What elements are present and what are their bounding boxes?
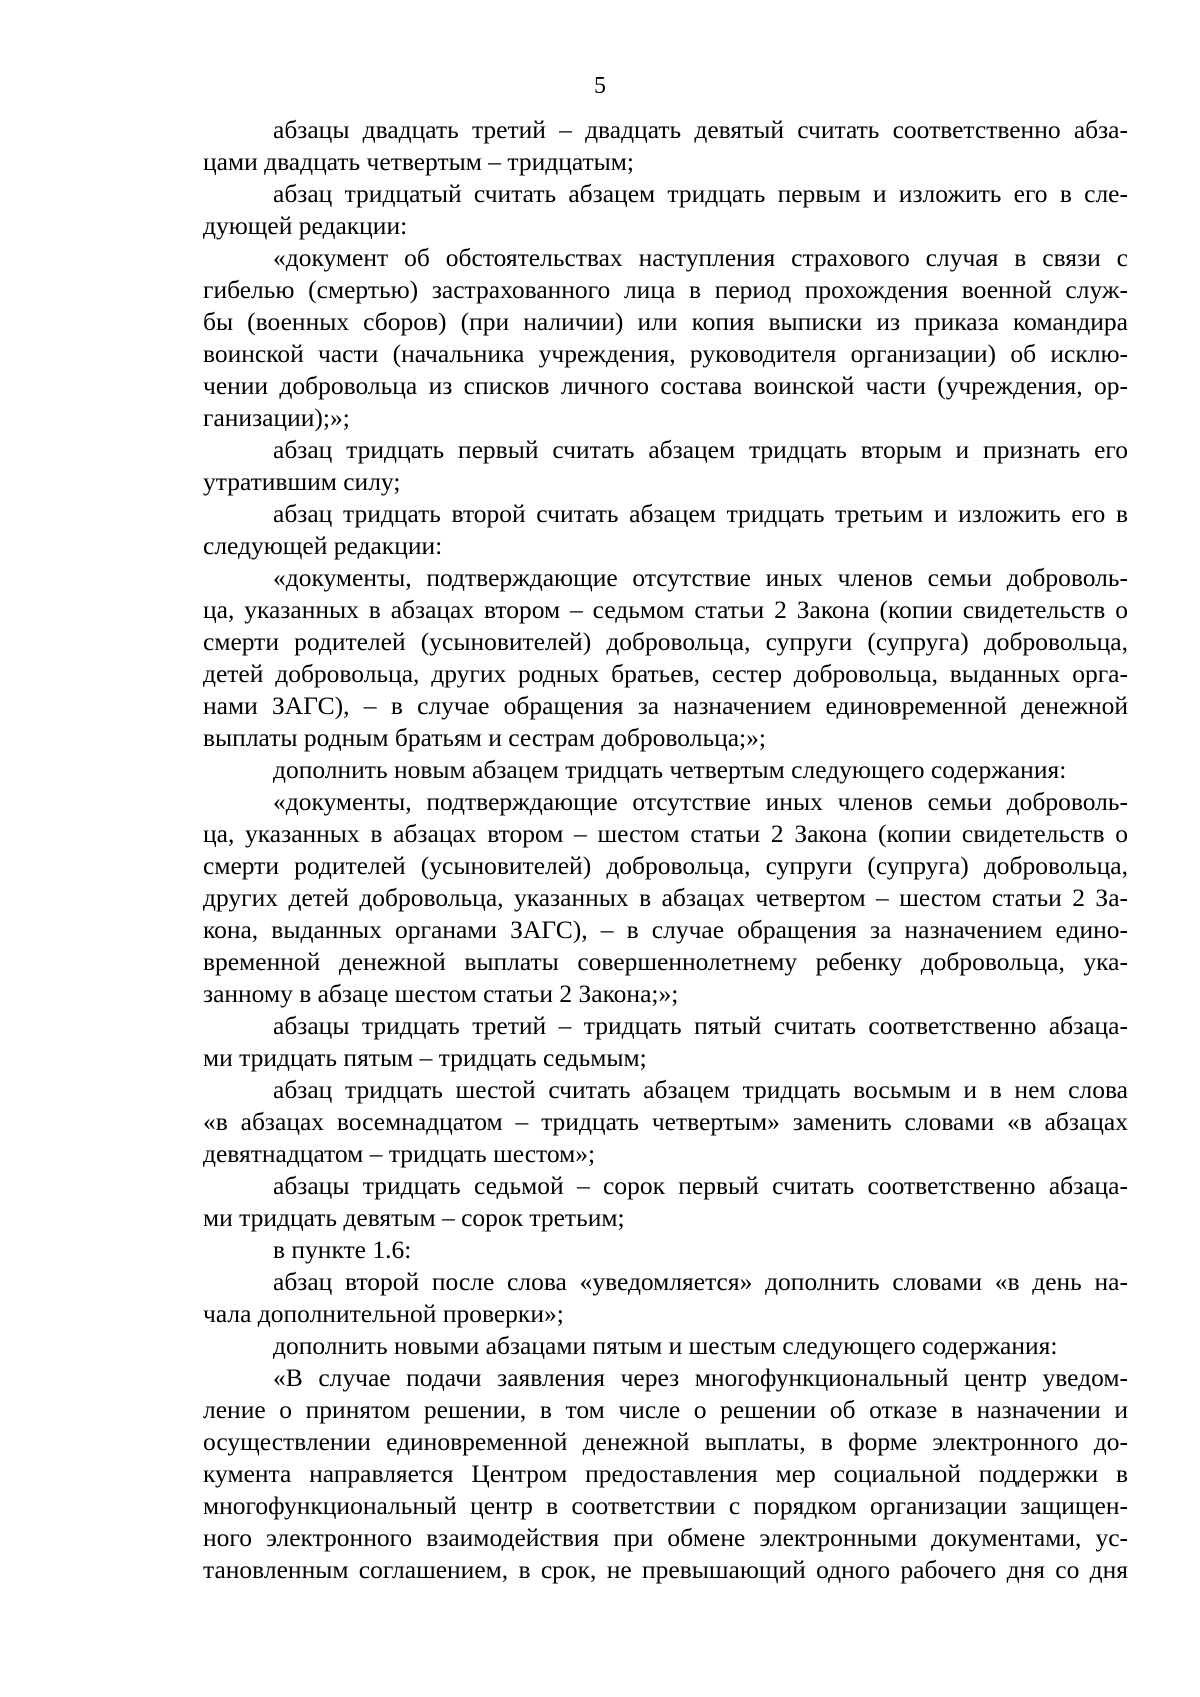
text-line: ца, указанных в абзацах втором – шестом статьи 2 Закона (копии свидетельств о <box>203 819 1128 848</box>
page-number: 5 <box>594 73 606 99</box>
paragraph <box>203 178 1128 242</box>
text-line: смерти родителей (усыновителей) добровольца, супруги (супруга) добровольца, <box>203 627 1128 656</box>
text-line: абзац тридцать второй считать абзацем тридцать третьим и изложить его в <box>273 499 1128 528</box>
paragraph <box>203 754 1128 786</box>
text-line: дующей редакции: <box>203 211 408 240</box>
document-body <box>203 114 1128 1586</box>
text-line: абзац тридцать первый считать абзацем тридцать вторым и признать его <box>273 435 1128 464</box>
text-line: воинской части (начальника учреждения, руководителя организации) об исклю- <box>203 339 1128 368</box>
text-line: в пункте 1.6: <box>273 1235 412 1264</box>
paragraph <box>203 1330 1128 1362</box>
text-line: абзац тридцать шестой считать абзацем тридцать восьмым и в нем слова <box>273 1075 1128 1104</box>
text-line: осуществлении единовременной денежной выплаты, в форме электронного до- <box>203 1427 1128 1456</box>
text-line: кона, выданных органами ЗАГС), – в случае обращения за назначением едино- <box>203 915 1128 944</box>
text-line: выплаты родным братьям и сестрам добровольца;»; <box>203 723 766 752</box>
text-line: дополнить новыми абзацами пятым и шестым следующего содержания: <box>273 1331 1058 1360</box>
paragraph <box>203 562 1128 754</box>
text-line: цами двадцать четвертым – тридцатым; <box>203 147 634 176</box>
text-line: абзац тридцатый считать абзацем тридцать первым и изложить его в сле- <box>273 179 1128 208</box>
text-line: абзац второй после слова «уведомляется» дополнить словами «в день на- <box>273 1267 1128 1296</box>
paragraph <box>203 1234 1128 1266</box>
text-line: ми тридцать девятым – сорок третьим; <box>203 1203 625 1232</box>
text-line: временной денежной выплаты совершеннолетнему ребенку добровольца, ука- <box>203 947 1128 976</box>
paragraph <box>203 1362 1128 1586</box>
text-line: ганизации);»; <box>203 403 350 432</box>
paragraph <box>203 498 1128 562</box>
text-line: «документы, подтверждающие отсутствие иных членов семьи доброволь- <box>273 787 1128 816</box>
text-line: детей добровольца, других родных братьев, сестер добровольца, выданных орга- <box>203 659 1128 688</box>
text-line: нами ЗАГС), – в случае обращения за назначением единовременной денежной <box>203 691 1128 720</box>
text-line: бы (военных сборов) (при наличии) или копия выписки из приказа командира <box>203 307 1128 336</box>
paragraph <box>203 242 1128 434</box>
text-line: чала дополнительной проверки»; <box>203 1299 564 1328</box>
text-line: абзацы тридцать седьмой – сорок первый считать соответственно абзаца- <box>273 1171 1128 1200</box>
text-line: тановленным соглашением, в срок, не превышающий одного рабочего дня со дня <box>203 1555 1128 1584</box>
text-line: многофункциональный центр в соответствии с порядком организации защищен- <box>203 1491 1128 1520</box>
text-line: чении добровольца из списков личного состава воинской части (учреждения, ор- <box>203 371 1128 400</box>
text-line: ца, указанных в абзацах втором – седьмом статьи 2 Закона (копии свидетельств о <box>203 595 1128 624</box>
text-line: «В случае подачи заявления через многофункциональный центр уведом- <box>273 1363 1128 1392</box>
paragraph <box>203 1074 1128 1170</box>
text-line: «в абзацах восемнадцатом – тридцать четвертым» заменить словами «в абзацах <box>203 1107 1128 1136</box>
paragraph <box>203 1170 1128 1234</box>
text-line: кумента направляется Центром предоставления мер социальной поддержки в <box>203 1459 1128 1488</box>
text-line: занному в абзаце шестом статьи 2 Закона;»; <box>203 979 679 1008</box>
text-line: следующей редакции: <box>203 531 443 560</box>
paragraph <box>203 786 1128 1010</box>
paragraph <box>203 1010 1128 1074</box>
text-line: ление о принятом решении, в том числе о решении об отказе в назначении и <box>203 1395 1128 1424</box>
text-line: других детей добровольца, указанных в абзацах четвертом – шестом статьи 2 За- <box>203 883 1128 912</box>
text-line: абзацы тридцать третий – тридцать пятый считать соответственно абзаца- <box>273 1011 1128 1040</box>
text-line: ми тридцать пятым – тридцать седьмым; <box>203 1043 647 1072</box>
text-line: гибелью (смертью) застрахованного лица в период прохождения военной служ- <box>203 275 1128 304</box>
text-line: ного электронного взаимодействия при обмене электронными документами, ус- <box>203 1523 1128 1552</box>
text-line: абзацы двадцать третий – двадцать девятый считать соответственно абза- <box>273 115 1128 144</box>
text-line: девятнадцатом – тридцать шестом»; <box>203 1139 596 1168</box>
text-line: дополнить новым абзацем тридцать четвертым следующего содержания: <box>273 755 1067 784</box>
paragraph <box>203 434 1128 498</box>
text-line: «документы, подтверждающие отсутствие иных членов семьи доброволь- <box>273 563 1128 592</box>
text-line: смерти родителей (усыновителей) добровольца, супруги (супруга) добровольца, <box>203 851 1128 880</box>
text-line: утратившим силу; <box>203 467 401 496</box>
paragraph <box>203 1266 1128 1330</box>
text-line: «документ об обстоятельствах наступления страхового случая в связи с <box>273 243 1128 272</box>
paragraph <box>203 114 1128 178</box>
